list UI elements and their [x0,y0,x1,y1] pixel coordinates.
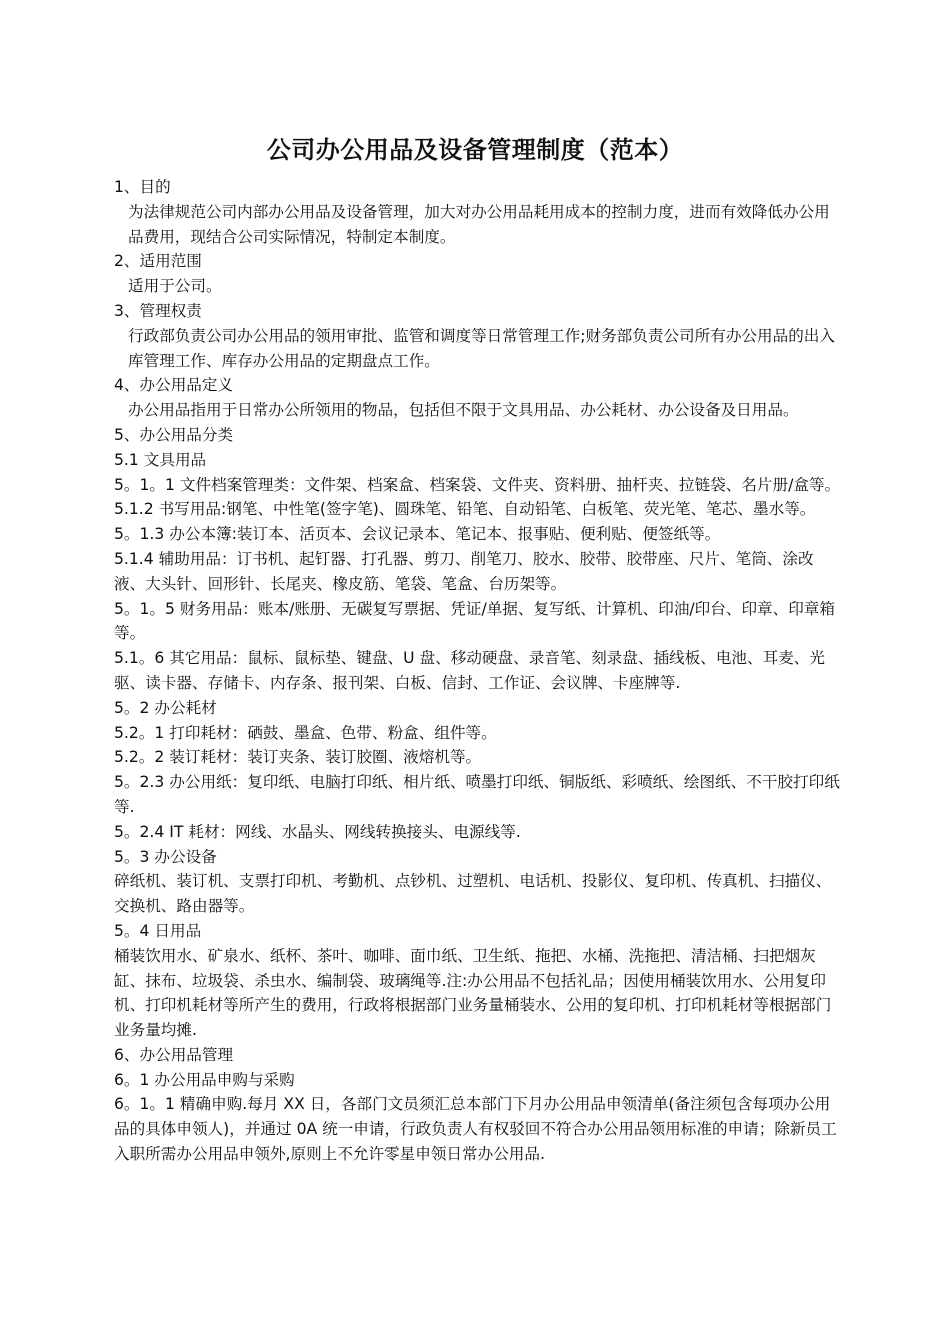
document-paragraph: 5.1.2 书写用品:钢笔、中性笔(签字笔)、圆珠笔、铅笔、自动铅笔、白板笔、荧光笔、笔芯、墨水等。 [114,500,816,519]
document-paragraph: 5。1.3 办公本簿:装订本、活页本、会议记录本、笔记本、报事贴、便利贴、便签纸等。 [114,525,721,544]
document-paragraph: 4、办公用品定义 [114,376,234,395]
document-paragraph: 碎纸机、装订机、支票打印机、考勤机、点钞机、过塑机、电话机、投影仪、复印机、传真机、扫描仪、交换机、路由器等。 [114,872,832,916]
document-paragraph: 适用于公司。 [128,277,222,296]
document-paragraph: 为法律规范公司内部办公用品及设备管理，加大对办公用品耗用成本的控制力度，进而有效降低办公用品费用，现结合公司实际情况，特制定本制度。 [128,202,830,246]
document-paragraph: 5。1。1 文件档案管理类：文件架、档案盒、档案袋、文件夹、资料册、抽杆夹、拉链袋、名片册/盒等。 [114,475,841,494]
document-paragraph: 5.1.4 辅助用品：订书机、起钉器、打孔器、剪刀、削笔刀、胶水、胶带、胶带座、尺片、笔筒、涂改液、大头针、回形针、长尾夹、橡皮筋、笔袋、笔盒、台历架等。 [114,549,814,593]
document-paragraph: 5。2 办公耗材 [114,698,217,717]
document-paragraph: 5。2.3 办公用纸：复印纸、电脑打印纸、相片纸、喷墨打印纸、铜版纸、彩喷纸、绘图纸、不干胶打印纸等. [114,773,840,816]
document-paragraph: 5.1。6 其它用品：鼠标、鼠标垫、键盘、U 盘、移动硬盘、录音笔、刻录盘、插线板、电池、耳麦、光驱、读卡器、存储卡、内存条、报刊架、白板、信封、工作证、会议牌、卡座牌等. [114,649,825,692]
document-title: 公司办公用品及设备管理制度（范本） [266,136,684,164]
document-paragraph: 5。3 办公设备 [114,847,217,866]
document-paragraph: 5.2。1 打印耗材：硒鼓、墨盒、色带、粉盒、组件等。 [114,723,497,742]
document-paragraph: 1、目的 [114,178,171,196]
document-paragraph: 6、办公用品管理 [114,1045,234,1064]
document-paragraph: 5。1。5 财务用品：账本/账册、无碳复写票据、凭证/单据、复写纸、计算机、印油/印台、印章、印章箱等。 [114,599,836,643]
document-paragraph: 5。4 日用品 [114,921,202,940]
document-paragraph: 桶装饮用水、矿泉水、纸杯、茶叶、咖啡、面巾纸、卫生纸、拖把、水桶、洗拖把、清洁桶、扫把烟灰缸、抹布、垃圾袋、杀虫水、编制袋、玻璃绳等.注:办公用品不包括礼品；因使用桶装饮用水、公用复印机、打印机耗材等所产生的费用，行政将根据部门业务量桶装水、公用的复印机、打印机耗材等根据部门业务量均摊. [114,946,832,1040]
document-paragraph: 5.1 文具用品 [114,450,207,469]
document-body [114,175,844,1167]
document-paragraph: 5.2。2 装订耗材：装订夹条、装订胶圈、液熔机等。 [114,748,482,767]
document-paragraph: 5。2.4 IT 耗材：网线、水晶头、网线转换接头、电源线等. [114,822,521,841]
document-paragraph: 办公用品指用于日常办公所领用的物品，包括但不限于文具用品、办公耗材、办公设备及日用品。 [128,401,799,420]
document-paragraph: 2、适用范围 [114,252,202,271]
document-paragraph: 5、办公用品分类 [114,425,234,444]
document-paragraph: 6。1 办公用品申购与采购 [114,1070,295,1089]
document-paragraph: 3、管理权责 [114,301,202,320]
document-paragraph: 6。1。1 精确申购.每月 XX 日，各部门文员须汇总本部门下月办公用品申领清单(备注须包含每项办公用品的具体申领人)，并通过 0A 统一申请，行政负责人有权驳回不符合办公用品领用标准的申请；除新员工入职所需办公用品申领外,原则上不允许零星申领日常办公用品. [114,1095,837,1164]
document-paragraph: 行政部负责公司办公用品的领用审批、监管和调度等日常管理工作;财务部负责公司所有办公用品的出入库管理工作、库存办公用品的定期盘点工作。 [128,326,835,370]
